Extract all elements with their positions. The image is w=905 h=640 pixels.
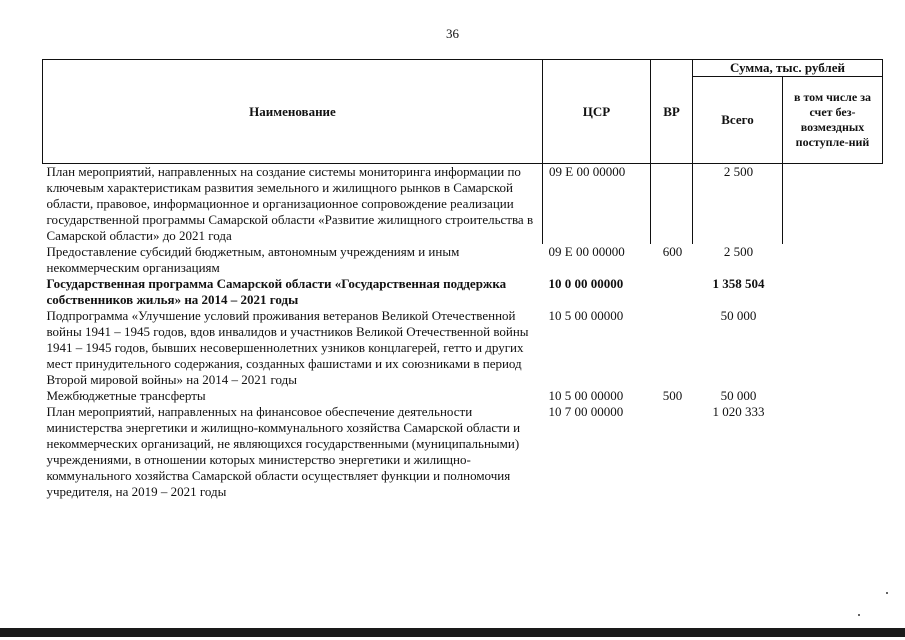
row-total: 2 500 [723, 244, 754, 259]
row-csr: 10 5 00 00000 [548, 388, 624, 403]
table-row [43, 308, 883, 388]
row-grants [783, 308, 883, 388]
table-row [43, 244, 883, 276]
row-name: План мероприятий, направленных на создание системы мониторинга информации по ключевым характеристикам развития земельного и жилищного рынков в Самарской области, правовое, информационное и организационное сопровождение реализации государственной программы Самарской области «Развитие жилищного строительства в Самарской области» до 2021 года [43, 164, 543, 245]
table-row [43, 388, 883, 404]
header-vr: ВР [651, 60, 693, 164]
row-grants [783, 164, 883, 245]
scan-speck [886, 592, 888, 594]
row-grants [783, 276, 883, 308]
row-csr: 10 5 00 00000 [548, 308, 624, 323]
row-vr [651, 308, 693, 388]
scan-speck [858, 614, 860, 616]
header-csr: ЦСР [543, 60, 651, 164]
header-total: Всего [693, 77, 783, 164]
header-name: Наименование [43, 60, 543, 164]
row-vr: 600 [662, 244, 683, 259]
row-total: 50 000 [720, 308, 757, 323]
row-grants [783, 388, 883, 404]
row-name: Межбюджетные трансферты [46, 388, 206, 403]
page-number: 36 [446, 26, 459, 41]
header-sum-group: Сумма, тыс. рублей [693, 60, 883, 77]
row-grants [783, 244, 883, 276]
budget-table [42, 59, 883, 500]
row-name: Государственная программа Самарской области «Государственная поддержка собственников жилья» на 2014 – 2021 годы [46, 276, 507, 307]
row-name: Предоставление субсидий бюджетным, автономным учреждениям и иным некоммерческим организациям [46, 244, 460, 275]
row-csr: 10 0 00 00000 [548, 276, 624, 291]
row-total: 1 020 333 [712, 404, 765, 419]
row-csr: 10 7 00 00000 [548, 404, 624, 419]
header-grants: в том числе за счет без-возмездных поступле-ний [783, 77, 883, 164]
row-name: План мероприятий, направленных на финансовое обеспечение деятельности министерства энергетики и жилищно-коммунального хозяйства Самарской области и некоммерческих организаций, не являющихся государственными (муниципальными) учреждениями, в отношении которых министерство энергетики и жилищно-коммунального хозяйства Самарской области осуществляет функции и полномочия учредителя, на 2019 – 2021 годы [46, 404, 521, 499]
scan-bottom-edge [0, 628, 905, 637]
table-row [43, 164, 883, 245]
row-vr [651, 404, 693, 500]
row-total: 2 500 [693, 164, 783, 245]
row-vr [651, 276, 693, 308]
row-total: 50 000 [720, 388, 757, 403]
row-vr [651, 164, 693, 245]
row-name: Подпрограмма «Улучшение условий проживания ветеранов Великой Отечественной войны 1941 – 1945 годов, вдов инвалидов и участников Великой Отечественной войны 1941 – 1945 годов, бывших несовершеннолетних узников концлагерей, гетто и других мест принудительного содержания, созданных фашистами и их союзниками в период Второй мировой войны» на 2014 – 2021 годы [46, 308, 529, 387]
row-total: 1 358 504 [712, 276, 765, 291]
table-row [43, 404, 883, 500]
row-csr: 09 Е 00 00000 [548, 244, 625, 259]
row-vr: 500 [662, 388, 683, 403]
table-row [43, 276, 883, 308]
row-grants [783, 404, 883, 500]
row-csr: 09 Е 00 00000 [543, 164, 651, 245]
